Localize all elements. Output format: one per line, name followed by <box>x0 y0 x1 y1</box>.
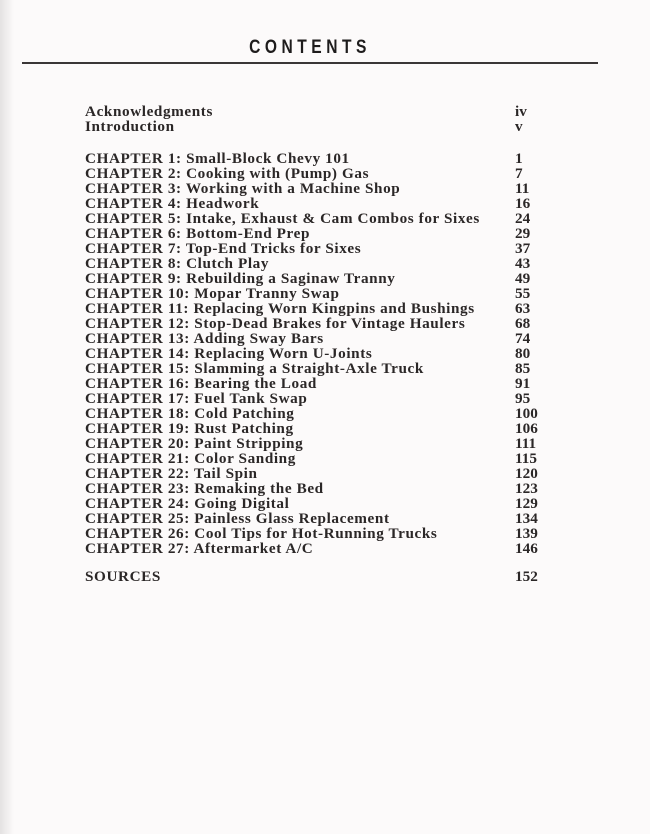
chapter-entry <box>85 346 555 361</box>
page-number: 91 <box>515 375 531 392</box>
entry-title: CHAPTER 12: Stop-Dead Brakes for Vintage Haulers <box>85 315 466 332</box>
chapter-entry <box>85 451 555 466</box>
page-number: 106 <box>515 420 538 437</box>
entry-title: CHAPTER 25: Painless Glass Replacement <box>85 510 390 527</box>
page-number: 100 <box>515 405 538 422</box>
page-number: 7 <box>515 165 523 182</box>
page-number: 55 <box>515 285 531 302</box>
chapter-list <box>85 151 555 556</box>
entry-title: CHAPTER 26: Cool Tips for Hot-Running Trucks <box>85 525 438 542</box>
chapter-entry <box>85 241 555 256</box>
page-number: 134 <box>515 510 538 527</box>
entry-title: CHAPTER 1: Small-Block Chevy 101 <box>85 150 350 167</box>
page-number: 85 <box>515 360 531 377</box>
chapter-entry <box>85 256 555 271</box>
entry-title: CHAPTER 24: Going Digital <box>85 495 290 512</box>
entry-title: Introduction <box>85 118 175 135</box>
page-number: 129 <box>515 495 538 512</box>
entry-title: CHAPTER 8: Clutch Play <box>85 255 270 272</box>
entry-title: CHAPTER 27: Aftermarket A/C <box>85 540 314 557</box>
page-number: 74 <box>515 330 531 347</box>
page-number: 11 <box>515 180 530 197</box>
page-number: 80 <box>515 345 531 362</box>
front-matter-entry <box>85 104 555 119</box>
entry-title: CHAPTER 5: Intake, Exhaust & Cam Combos for Sixes <box>85 210 480 227</box>
page-number: 152 <box>515 568 538 585</box>
front-matter-list <box>85 104 555 134</box>
chapter-entry <box>85 226 555 241</box>
page-number: 123 <box>515 480 538 497</box>
page-edge-shadow <box>0 0 14 834</box>
chapter-entry <box>85 361 555 376</box>
back-matter-entry <box>85 569 555 584</box>
chapter-entry <box>85 301 555 316</box>
entry-title: CHAPTER 2: Cooking with (Pump) Gas <box>85 165 370 182</box>
chapter-entry <box>85 271 555 286</box>
chapter-entry <box>85 526 555 541</box>
page-number: iv <box>515 103 527 120</box>
page-title: CONTENTS <box>249 37 371 58</box>
page-number: 49 <box>515 270 531 287</box>
chapter-entry <box>85 331 555 346</box>
chapter-entry <box>85 151 555 166</box>
chapter-entry <box>85 196 555 211</box>
title-rule <box>22 62 598 64</box>
chapter-entry <box>85 286 555 301</box>
entry-title: CHAPTER 4: Headwork <box>85 195 260 212</box>
chapter-entry <box>85 181 555 196</box>
front-matter-entry <box>85 119 555 134</box>
chapter-entry <box>85 316 555 331</box>
entry-title: CHAPTER 7: Top-End Tricks for Sixes <box>85 240 362 257</box>
page-number: 111 <box>515 435 537 452</box>
page-number: 120 <box>515 465 538 482</box>
page-number: 95 <box>515 390 531 407</box>
page-number: 68 <box>515 315 531 332</box>
page-number: 115 <box>515 450 537 467</box>
table-of-contents <box>85 104 555 584</box>
chapter-entry <box>85 391 555 406</box>
page-number: 29 <box>515 225 531 242</box>
entry-title: SOURCES <box>85 568 161 585</box>
entry-title: CHAPTER 21: Color Sanding <box>85 450 296 467</box>
entry-title: CHAPTER 18: Cold Patching <box>85 405 295 422</box>
entry-title: CHAPTER 3: Working with a Machine Shop <box>85 180 401 197</box>
entry-title: CHAPTER 15: Slamming a Straight-Axle Truck <box>85 360 424 377</box>
page-number: 24 <box>515 210 531 227</box>
section-spacer <box>85 134 555 151</box>
entry-title: CHAPTER 20: Paint Stripping <box>85 435 304 452</box>
back-matter-list <box>85 569 555 584</box>
entry-title: Acknowledgments <box>85 103 213 120</box>
chapter-entry <box>85 211 555 226</box>
chapter-entry <box>85 466 555 481</box>
chapter-entry <box>85 496 555 511</box>
chapter-entry <box>85 406 555 421</box>
entry-title: CHAPTER 11: Replacing Worn Kingpins and Bushings <box>85 300 475 317</box>
entry-title: CHAPTER 13: Adding Sway Bars <box>85 330 324 347</box>
entry-title: CHAPTER 19: Rust Patching <box>85 420 294 437</box>
page-number: 37 <box>515 240 531 257</box>
entry-title: CHAPTER 14: Replacing Worn U-Joints <box>85 345 373 362</box>
entry-title: CHAPTER 22: Tail Spin <box>85 465 258 482</box>
entry-title: CHAPTER 16: Bearing the Load <box>85 375 317 392</box>
chapter-entry <box>85 166 555 181</box>
page-number: 139 <box>515 525 538 542</box>
page-number: 43 <box>515 255 531 272</box>
entry-title: CHAPTER 23: Remaking the Bed <box>85 480 324 497</box>
page-number: v <box>515 118 523 135</box>
chapter-entry <box>85 541 555 556</box>
chapter-entry <box>85 511 555 526</box>
page-number: 63 <box>515 300 531 317</box>
chapter-entry <box>85 421 555 436</box>
page-number: 146 <box>515 540 538 557</box>
chapter-entry <box>85 376 555 391</box>
chapter-entry <box>85 436 555 451</box>
entry-title: CHAPTER 9: Rebuilding a Saginaw Tranny <box>85 270 396 287</box>
entry-title: CHAPTER 6: Bottom-End Prep <box>85 225 310 242</box>
entry-title: CHAPTER 10: Mopar Tranny Swap <box>85 285 340 302</box>
page-number: 16 <box>515 195 531 212</box>
entry-title: CHAPTER 17: Fuel Tank Swap <box>85 390 308 407</box>
chapter-entry <box>85 481 555 496</box>
page-number: 1 <box>515 150 523 167</box>
